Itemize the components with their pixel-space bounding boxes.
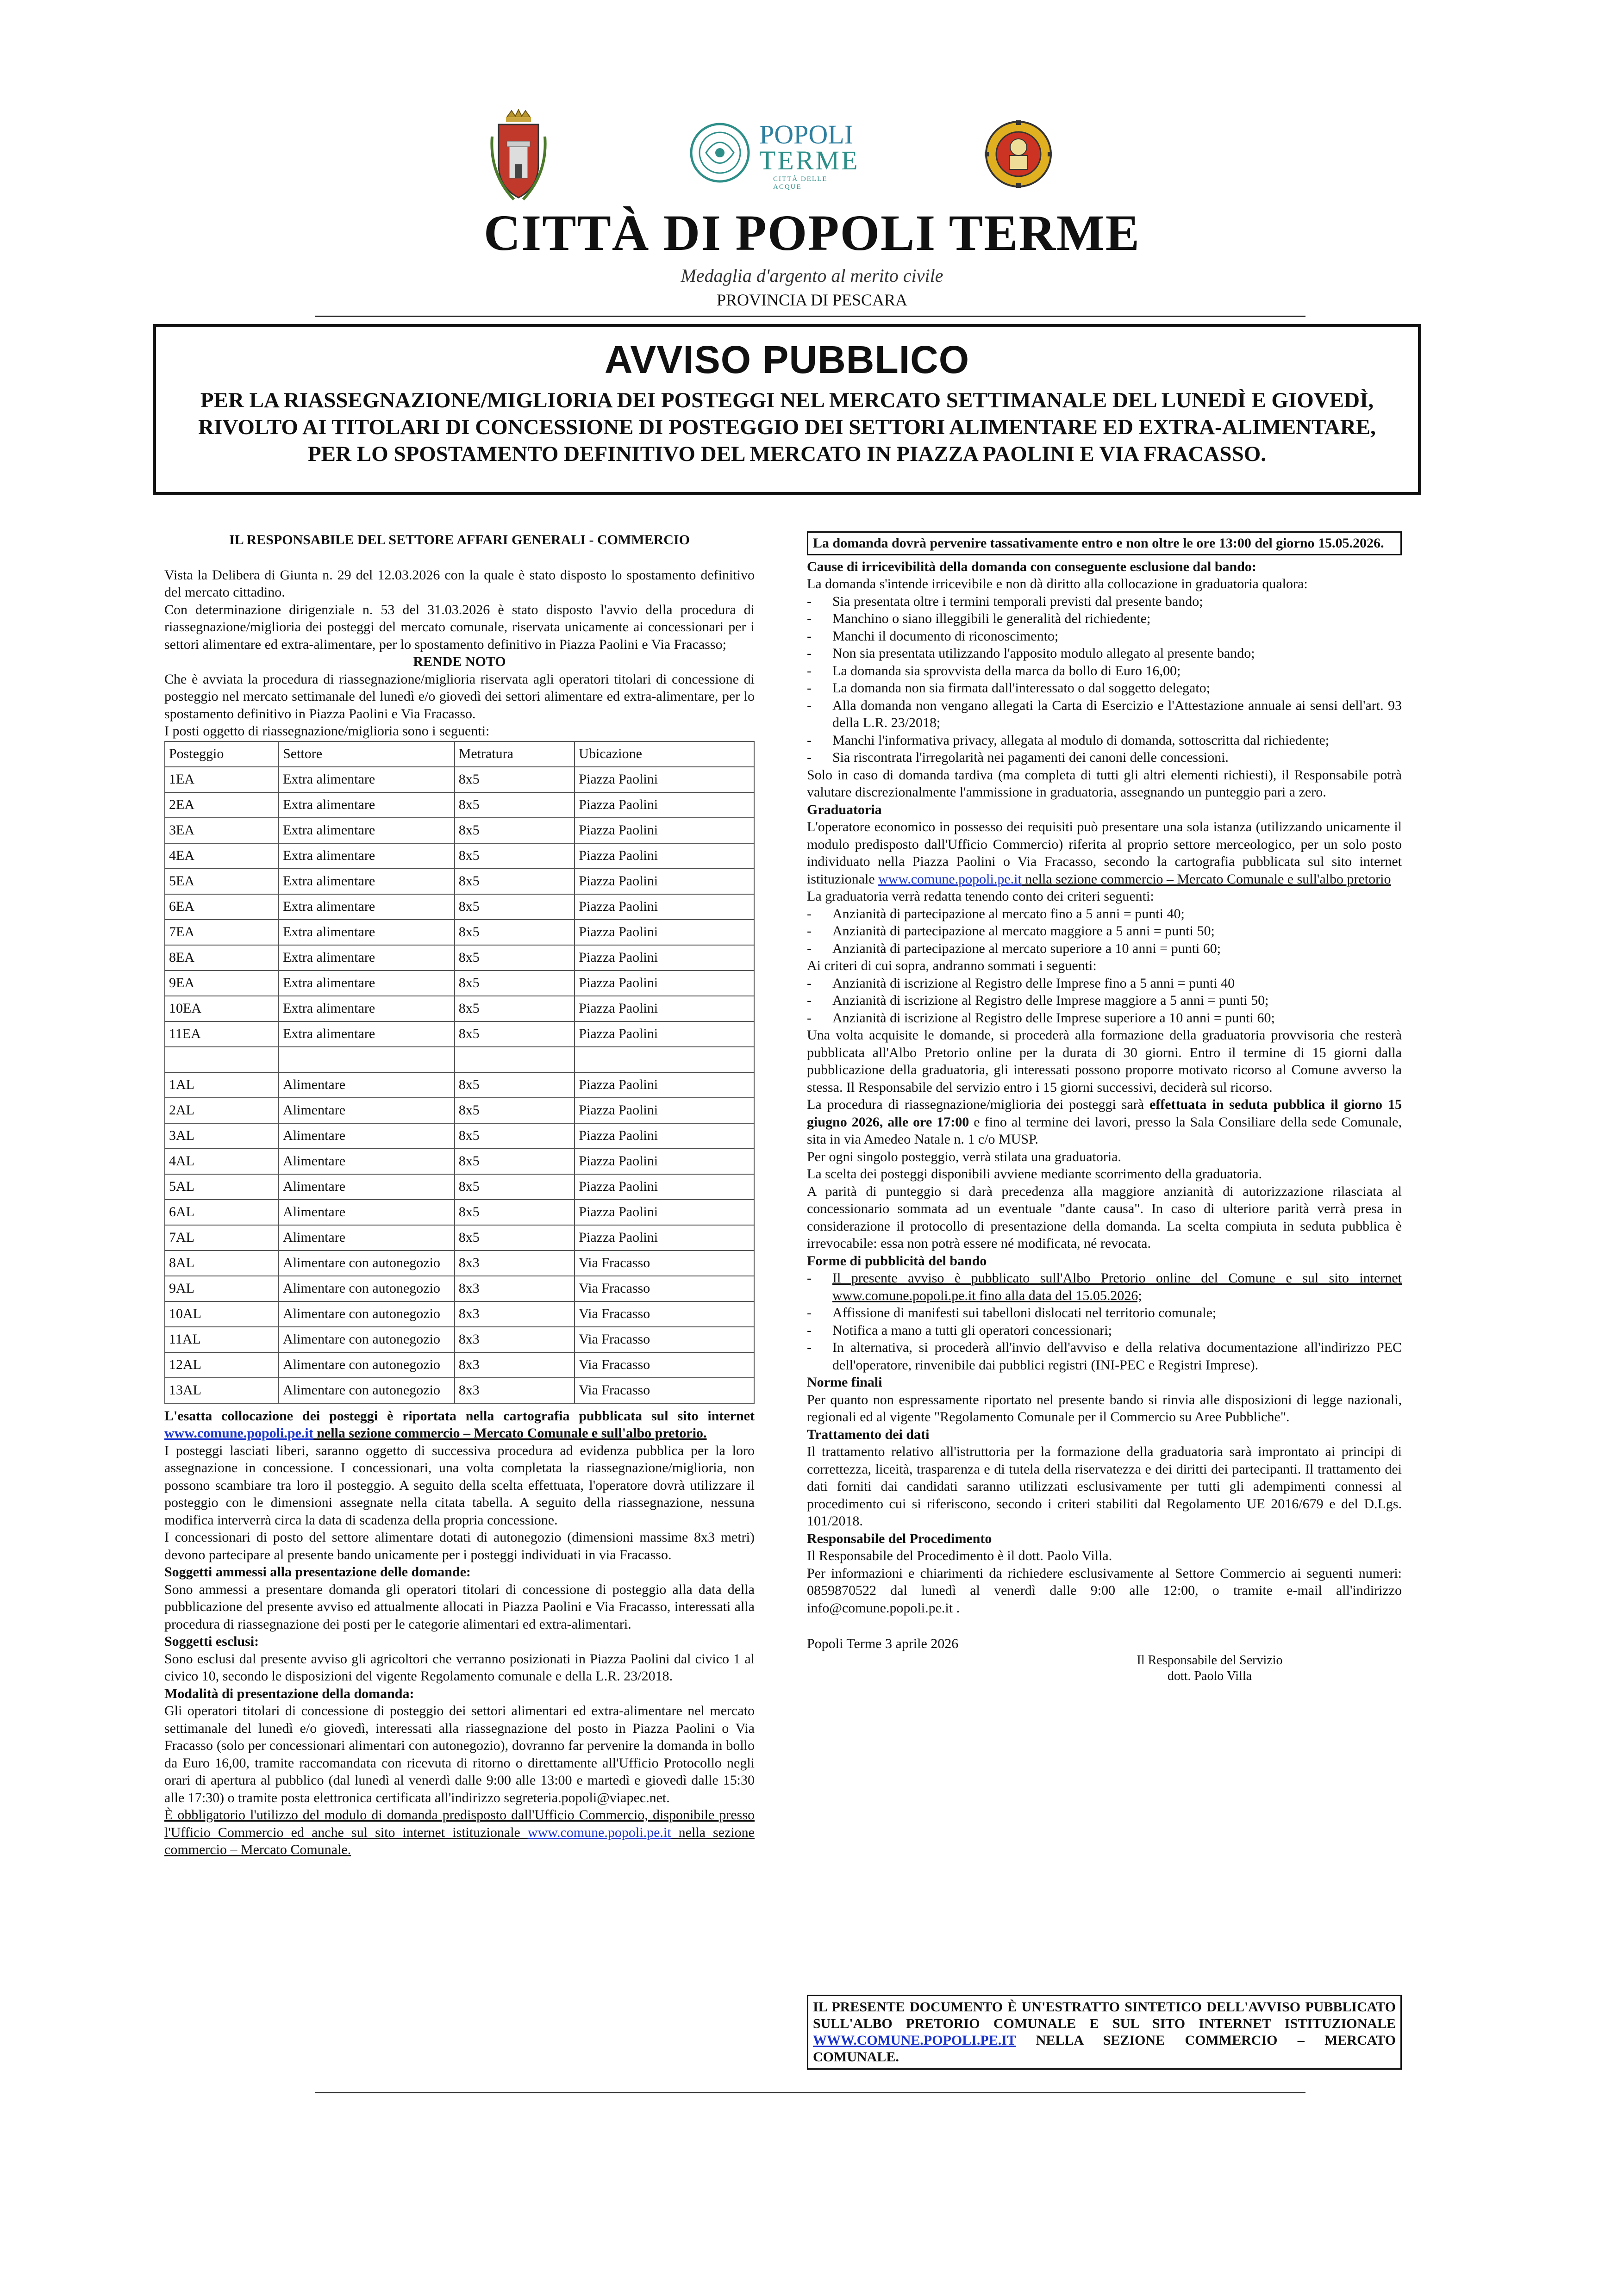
table-cell: Piazza Paolini	[575, 1149, 754, 1174]
table-cell: 3AL	[165, 1123, 279, 1149]
heading-ammessi: Soggetti ammessi alla presentazione delle domande:	[164, 1564, 471, 1580]
table-cell: 6EA	[165, 894, 279, 920]
table-cell: 8x3	[455, 1276, 575, 1301]
table-cell: Piazza Paolini	[575, 1072, 754, 1098]
table-cell: Via Fracasso	[575, 1352, 754, 1378]
table-row	[165, 1276, 754, 1301]
notice-title: AVVISO PUBBLICO	[604, 338, 970, 381]
table-cell: Extra alimentare	[279, 818, 455, 843]
table-cell: Piazza Paolini	[575, 1098, 754, 1123]
table-row	[165, 1225, 754, 1251]
sommati-list	[807, 975, 1402, 1027]
table-cell: 8x5	[455, 1021, 575, 1047]
table-cell: 8x3	[455, 1301, 575, 1327]
table-row	[165, 818, 754, 843]
table-row	[165, 1098, 754, 1123]
column-header: Settore	[279, 741, 455, 767]
list-item: - Manchino o siano illeggibili le generalità del richiedente;	[807, 611, 1151, 626]
table-cell: Alimentare con autonegozio	[279, 1251, 455, 1276]
table-cell: Piazza Paolini	[575, 1200, 754, 1225]
column-header: Metratura	[455, 741, 575, 767]
table-row	[165, 767, 754, 792]
table-row	[165, 1352, 754, 1378]
table-cell: 7AL	[165, 1225, 279, 1251]
paragraph-singolo: Per ogni singolo posteggio, verrà stilata una graduatoria.	[807, 1149, 1121, 1164]
table-cell: 8x5	[455, 767, 575, 792]
popoli-terme-emblem-icon	[685, 118, 755, 187]
city-title: CITTÀ DI POPOLI TERME	[483, 205, 1141, 261]
table-row	[165, 1200, 754, 1225]
signature-role: Il Responsabile del Servizio	[1137, 1653, 1283, 1668]
list-item: - Manchi il documento di riconoscimento;	[807, 628, 1059, 644]
paragraph-graduatoria: L'operatore economico in possesso dei requisiti può presentare una sola istanza (utilizzando unicamente il modulo predisposto dall'Ufficio Commercio) riferita al proprio settore merceologico, per un solo posto individuato nella Piazza Paolini o Via Fracasso, secondo la cartografia pubblicata sul sito internet istituzionale www.comune.popoli.pe.it nella sezione commercio – Mercato Comunale e sull'albo pretorio	[807, 819, 1402, 887]
section-heading: IL RESPONSABILE DEL SETTORE AFFARI GENERALI - COMMERCIO	[229, 532, 690, 548]
list-item: - Anzianità di iscrizione al Registro delle Imprese fino a 5 anni = punti 40	[807, 975, 1235, 991]
table-row	[165, 843, 754, 869]
heading-modalita: Modalità di presentazione della domanda:	[164, 1686, 414, 1701]
table-row	[165, 1149, 754, 1174]
list-item: - La domanda sia sprovvista della marca da bollo di Euro 16,00;	[807, 663, 1181, 678]
table-cell: Extra alimentare	[279, 971, 455, 996]
table-row	[165, 920, 754, 945]
table-spacer-row	[165, 1047, 754, 1072]
paragraph-delibera: Vista la Delibera di Giunta n. 29 del 12.03.2026 con la quale è stato disposto lo spostamento definitivo del mercato cittadino.	[164, 567, 755, 600]
table-cell: 1EA	[165, 767, 279, 792]
website-link[interactable]: www.comune.popoli.pe.it	[164, 1425, 313, 1441]
table-row	[165, 1327, 754, 1352]
table-cell: 2AL	[165, 1098, 279, 1123]
table-cell: 10AL	[165, 1301, 279, 1327]
table-cell: 1AL	[165, 1072, 279, 1098]
final-note-box: IL PRESENTE DOCUMENTO È UN'ESTRATTO SINTETICO DELL'AVVISO PUBBLICATO SULL'ALBO PRETORIO COMUNALE E SUL SITO INTERNET ISTITUZIONALE WWW.COMUNE.POPOLI.PE.IT NELLA SEZIONE COMMERCIO – MERCATO COMUNALE.	[807, 1995, 1402, 2070]
table-cell: Extra alimentare	[279, 894, 455, 920]
list-item: - La domanda non sia firmata dall'interessato o dal soggetto delegato;	[807, 680, 1210, 696]
table-body-alimentare	[165, 1072, 754, 1403]
table-body-extra-alimentare	[165, 767, 754, 1047]
table-cell: Piazza Paolini	[575, 1225, 754, 1251]
table-cell: Via Fracasso	[575, 1327, 754, 1352]
table-cell: Piazza Paolini	[575, 996, 754, 1021]
notice-box	[153, 324, 1421, 495]
table-cell: Via Fracasso	[575, 1251, 754, 1276]
table-cell: 8x3	[455, 1352, 575, 1378]
table-cell: 11AL	[165, 1327, 279, 1352]
paragraph-autonegozio: I concessionari di posto del settore alimentare dotati di autonegozio (dimensioni massime 8x3 metri) devono partecipare al presente bando unicamente per i posteggi individuati in via Fracasso.	[164, 1530, 755, 1562]
table-cell: 8x3	[455, 1251, 575, 1276]
paragraph-norme: Per quanto non espressamente riportato nel presente bando si rinvia alle disposizioni di legge nazionali, regionali ed al vigente "Regolamento Comunale per il Commercio su Aree Pubbliche".	[807, 1392, 1402, 1425]
table-cell: Alimentare	[279, 1149, 455, 1174]
table-cell: 3EA	[165, 818, 279, 843]
table-row	[165, 1251, 754, 1276]
paragraph-provvisoria: Una volta acquisite le domande, si procederà alla formazione della graduatoria provvisoria che resterà pubblicata all'Albo Pretorio online per la durata di 30 giorni. Entro il termine di 15 giorni dalla pubblicazione della graduatoria, gli interessati possono proporre motivato ricorso al Comune avverso la stessa. Il Responsabile del servizio entro i 15 giorni successivi, deciderà sul ricorso.	[807, 1027, 1402, 1095]
table-cell: Via Fracasso	[575, 1276, 754, 1301]
table-row	[165, 945, 754, 971]
table-cell: 8x5	[455, 1123, 575, 1149]
paragraph-cause-intro: La domanda s'intende irricevibile e non dà diritto alla collocazione in graduatoria qualora:	[807, 576, 1308, 591]
list-item: - Anzianità di iscrizione al Registro delle Imprese maggiore a 5 anni = punti 50;	[807, 993, 1269, 1008]
logo-tagline-text: CITTÀ DELLE ACQUE	[773, 175, 828, 191]
table-cell: Alimentare con autonegozio	[279, 1352, 455, 1378]
popoli-terme-logo	[685, 118, 860, 192]
table-cell: 6AL	[165, 1200, 279, 1225]
paragraph-modalita: Gli operatori titolari di concessione di posteggio dei settori alimentari ed extra-alimentare nel mercato settimanale del lunedì e/o giovedì, interessati alla riassegnazione del posto in Piazza Paolini o Via Fracasso (solo per concessionari alimentari con autonegozio), dovranno far pervenire la domanda in bollo da Euro 16,00, tramite raccomandata con ricevuta di ritorno o direttamente all'Ufficio Protocollo negli orari di apertura al pubblico (dal lunedì al venerdì dalle 9:00 alle 13:00 e martedì e giovedì dalle 15:30 alle 17:30) o tramite posta elettronica certificata all'indirizzo segreteria.popoli@viapec.net.	[164, 1703, 755, 1805]
paragraph-posti-intro: I posti oggetto di riassegnazione/miglioria sono i seguenti:	[164, 723, 490, 739]
paragraph-procedura: Che è avviata la procedura di riassegnazione/miglioria riservata agli operatori titolari di concessione di posteggio nel mercato settimanale del lunedì e/o giovedì dei settori alimentare ed extra-alimentare, per lo spostamento definitivo in Piazza Paolini e Via Fracasso.	[164, 671, 755, 722]
footer-divider	[315, 2092, 1305, 2093]
table-cell: Extra alimentare	[279, 996, 455, 1021]
logo-terme-text: TERME	[759, 145, 860, 175]
heading-forme: Forme di pubblicità del bando	[807, 1253, 987, 1269]
table-cell: Extra alimentare	[279, 869, 455, 894]
rende-noto-heading: RENDE NOTO	[413, 654, 506, 669]
table-cell: Alimentare con autonegozio	[279, 1327, 455, 1352]
table-row	[165, 1123, 754, 1149]
table-cell: 8EA	[165, 945, 279, 971]
paragraph-parita: A parità di punteggio si darà precedenza alla maggiore anzianità di autorizzazione rilasciata al concessionario sommata ad un eventuale "dante causa". In caso di ulteriore parità verrà presa in considerazione il protocollo di presentazione della domanda. La scelta compiuta in seduta pubblica è irrevocabile: essa non potrà essere né modificata, né revocata.	[807, 1183, 1402, 1251]
table-cell: 8x5	[455, 1098, 575, 1123]
table-row	[165, 1174, 754, 1200]
heading-graduatoria: Graduatoria	[807, 802, 882, 817]
table-cell: Piazza Paolini	[575, 792, 754, 818]
left-column	[164, 531, 755, 1859]
table-cell: 8x5	[455, 920, 575, 945]
table-cell: Piazza Paolini	[575, 1123, 754, 1149]
table-cell: 10EA	[165, 996, 279, 1021]
paragraph-posteggi-liberi: I posteggi lasciati liberi, saranno oggetto di successiva procedura ad evidenza pubblica per la loro assegnazione in concessione. I concessionari, una volta completata la riassegnazione/miglioria, non possono scambiare tra loro il posteggio. A seguito della scelta effettuata, l'operatore dovrà utilizzare il posteggio con le dimensioni assegnate nella citata tabella. A seguito della riassegnazione, nessuna modifica interverrà circa la data di scadenza della propria concessione.	[164, 1443, 755, 1528]
table-cell: 7EA	[165, 920, 279, 945]
list-item: - Sia presentata oltre i termini temporali previsti dal presente bando;	[807, 593, 1203, 609]
medal-emblem-icon	[984, 119, 1053, 189]
table-cell: 4AL	[165, 1149, 279, 1174]
table-cell: 8x3	[455, 1378, 575, 1403]
forme-list	[807, 1269, 1402, 1304]
table-cell: 8x5	[455, 1149, 575, 1174]
table-cell: Via Fracasso	[575, 1378, 754, 1403]
province-label: PROVINCIA DI PESCARA	[716, 291, 908, 309]
forme-list-rest	[807, 1304, 1402, 1374]
paragraph-sommati-intro: Ai criteri di cui sopra, andranno sommati i seguenti:	[807, 958, 1097, 973]
table-header-row	[165, 741, 754, 767]
table-cell: Piazza Paolini	[575, 767, 754, 792]
table-cell: Extra alimentare	[279, 767, 455, 792]
table-cell: Piazza Paolini	[575, 818, 754, 843]
list-item: - Anzianità di iscrizione al Registro delle Imprese superiore a 10 anni = punti 60;	[807, 1010, 1275, 1026]
table-cell: 8x5	[455, 818, 575, 843]
table-cell: 8x5	[455, 971, 575, 996]
paragraph-seduta: La procedura di riassegnazione/miglioria dei posteggi sarà effettuata in seduta pubblica il giorno 15 giugno 2026, alle ore 17:00 e fino al termine dei lavori, presso la Sala Consiliare della sede Comunale, sita in via Amedeo Natale n. 1 c/o MUSP.	[807, 1097, 1402, 1147]
paragraph-ammessi: Sono ammessi a presentare domanda gli operatori titolari di concessione di posteggio alla data della pubblicazione del presente avviso ed attualmente allocati in Piazza Paolini e Via Fracasso, interessati alla procedura di riassegnazione dei posti per le categorie alimentari ed extra-alimentari.	[164, 1581, 755, 1632]
table-spacer	[165, 1047, 754, 1072]
map-note: L'esatta collocazione dei posteggi è riportata nella cartografia pubblicata sul sito internet www.comune.popoli.pe.it nella sezione commercio – Mercato Comunale e sull'albo pretorio.	[164, 1408, 755, 1441]
table-cell: Alimentare	[279, 1123, 455, 1149]
list-item: - Anzianità di partecipazione al mercato maggiore a 5 anni = punti 50;	[807, 923, 1215, 939]
table-row	[165, 792, 754, 818]
table-cell: 8x5	[455, 1225, 575, 1251]
list-item: - Notifica a mano a tutti gli operatori concessionari;	[807, 1322, 1112, 1338]
table-cell: Alimentare	[279, 1098, 455, 1123]
city-motto: Medaglia d'argento al merito civile	[681, 265, 943, 286]
paragraph-trattamento: Il trattamento relativo all'istruttoria per la formazione della graduatoria sarà improntato ai principi di correttezza, liceità, trasparenza e di tutela della riservatezza e dei diritti dei partecipanti. Il trattamento dei dati forniti dai candidati saranno utilizzati esclusivamente per tutti gli adempimenti connessi al procedimento cui si riferiscono, secondo i criteri stabiliti dal Regolamento UE 2016/679 e del D.Lgs. 101/2018.	[807, 1444, 1402, 1529]
list-item: - Anzianità di partecipazione al mercato fino a 5 anni = punti 40;	[807, 906, 1185, 921]
city-coat-of-arms-icon	[488, 109, 549, 201]
table-cell: 8x5	[455, 945, 575, 971]
table-row	[165, 1072, 754, 1098]
list-item: - Alla domanda non vengano allegati la Carta di Esercizio e l'Attestazione annuale ai sensi dell'art. 93 della L.R. 23/2018;	[807, 697, 1402, 730]
column-header: Posteggio	[165, 741, 279, 767]
table-cell: 8x5	[455, 1174, 575, 1200]
paragraph-tardiva: Solo in caso di domanda tardiva (ma completa di tutti gli altri elementi richiesti), il Responsabile potrà valutare discrezionalmente l'ammissione in graduatoria, assegnando un punteggio pari a zero.	[807, 767, 1402, 800]
table-cell: Piazza Paolini	[575, 894, 754, 920]
table-cell: 12AL	[165, 1352, 279, 1378]
list-item: - Non sia presentata utilizzando l'apposito modulo allegato al presente bando;	[807, 646, 1255, 661]
website-link[interactable]: www.comune.popoli.pe.it	[878, 871, 1022, 887]
table-cell: 8x5	[455, 1200, 575, 1225]
table-row	[165, 1021, 754, 1047]
table-row	[165, 869, 754, 894]
website-link[interactable]: www.comune.popoli.pe.it	[527, 1824, 671, 1840]
table-row	[165, 996, 754, 1021]
table-cell: 8x5	[455, 869, 575, 894]
paragraph-criteri-intro: La graduatoria verrà redatta tenendo conto dei criteri seguenti:	[807, 889, 1154, 904]
table-cell: 8x3	[455, 1327, 575, 1352]
table-cell: Via Fracasso	[575, 1301, 754, 1327]
table-cell: 8x5	[455, 996, 575, 1021]
table-cell: Piazza Paolini	[575, 869, 754, 894]
table-cell: Extra alimentare	[279, 945, 455, 971]
deadline-box: La domanda dovrà pervenire tassativamente entro e non oltre le ore 13:00 del giorno 15.05.2026.	[807, 531, 1402, 555]
column-header: Ubicazione	[575, 741, 754, 767]
logo-popoli-text: POPOLI	[759, 119, 854, 149]
heading-norme: Norme finali	[807, 1375, 882, 1390]
paragraph-modulo: È obbligatorio l'utilizzo del modulo di domanda predisposto dall'Ufficio Commercio, disponibile presso l'Ufficio Commercio ed anche sul sito internet istituzionale www.comune.popoli.pe.it nella sezione commercio – Mercato Comunale.	[164, 1807, 755, 1857]
table-cell: 11EA	[165, 1021, 279, 1047]
notice-subtitle: PER LA RIASSEGNAZIONE/MIGLIORIA DEI POSTEGGI NEL MERCATO SETTIMANALE DEL LUNEDÌ E GIOVEDÌ, RIVOLTO AI TITOLARI DI CONCESSIONE DI POSTEGGIO DEI SETTORI ALIMENTARE ED EXTRA-ALIMENTARE, PER LO SPOSTAMENTO DEFINITIVO DEL MERCATO IN PIAZZA PAOLINI E VIA FRACASSO.	[198, 388, 1376, 466]
table-cell: 5AL	[165, 1174, 279, 1200]
paragraph-info: Per informazioni e chiarimenti da richiedere esclusivamente al Settore Commercio ai seguenti numeri: 0859870522 dal lunedì al venerdì dalle 9:00 alle 12:00, o tramite e-mail all'indirizzo info@comune.popoli.pe.it .	[807, 1565, 1402, 1616]
table-row	[165, 1378, 754, 1403]
table-cell: 9EA	[165, 971, 279, 996]
table-cell: Alimentare	[279, 1200, 455, 1225]
heading-responsabile: Responsabile del Procedimento	[807, 1531, 992, 1546]
table-cell: 8x5	[455, 894, 575, 920]
table-cell: Piazza Paolini	[575, 1021, 754, 1047]
paragraph-responsabile: Il Responsabile del Procedimento è il dott. Paolo Villa.	[807, 1548, 1112, 1563]
signature-name: dott. Paolo Villa	[1167, 1668, 1252, 1683]
list-item: - Anzianità di partecipazione al mercato superiore a 10 anni = punti 60;	[807, 940, 1221, 956]
list-item: - In alternativa, si procederà all'invio dell'avviso e della relativa documentazione all'indirizzo PEC dell'operatore, rinvenibile dai pubblici registri (INI-PEC e Registri Imprese).	[807, 1340, 1402, 1373]
table-cell: Piazza Paolini	[575, 971, 754, 996]
header-divider	[315, 316, 1305, 317]
website-link[interactable]: WWW.COMUNE.POPOLI.PE.IT	[813, 2033, 1016, 2048]
table-cell: 4EA	[165, 843, 279, 869]
table-cell: 13AL	[165, 1378, 279, 1403]
table-cell: 9AL	[165, 1276, 279, 1301]
table-row	[165, 971, 754, 996]
stalls-table	[164, 741, 755, 1404]
table-row	[165, 894, 754, 920]
paragraph-determinazione: Con determinazione dirigenziale n. 53 del 31.03.2026 è stato disposto l'avvio della procedura di riassegnazione/miglioria dei posteggi del mercato comunale, riservata unicamente ai concessionari per i settori alimentare ed extra-alimentare, per lo spostamento definitivo in Piazza Paolini e Via Fracasso;	[164, 602, 755, 652]
table-cell: Piazza Paolini	[575, 1174, 754, 1200]
table-cell: 8x5	[455, 1072, 575, 1098]
list-item: - Il presente avviso è pubblicato sull'Albo Pretorio online del Comune e sul sito internet www.comune.popoli.pe.it fino alla data del 15.05.2026;	[807, 1270, 1402, 1303]
heading-trattamento: Trattamento dei dati	[807, 1426, 930, 1442]
table-cell: 5EA	[165, 869, 279, 894]
heading-cause: Cause di irricevibilità della domanda con conseguente esclusione dal bando:	[807, 559, 1256, 574]
table-cell: Alimentare con autonegozio	[279, 1301, 455, 1327]
table-cell: Extra alimentare	[279, 843, 455, 869]
table-cell: Alimentare	[279, 1174, 455, 1200]
table-cell: Extra alimentare	[279, 792, 455, 818]
list-item: - Sia riscontrata l'irregolarità nei pagamenti dei canoni delle concessioni.	[807, 750, 1229, 765]
list-item: - Affissione di manifesti sui tabelloni dislocati nel territorio comunale;	[807, 1305, 1217, 1320]
criteri-list	[807, 905, 1402, 958]
table-row	[165, 1301, 754, 1327]
table-cell: Alimentare con autonegozio	[279, 1276, 455, 1301]
table-cell: Piazza Paolini	[575, 843, 754, 869]
table-cell: Alimentare	[279, 1072, 455, 1098]
right-column	[807, 531, 1402, 1684]
place-date: Popoli Terme 3 aprile 2026	[807, 1636, 959, 1651]
table-cell: 8x5	[455, 792, 575, 818]
list-item: - Manchi l'informativa privacy, allegata al modulo di domanda, sottoscritta dal richiedente;	[807, 732, 1330, 748]
paragraph-scelta: La scelta dei posteggi disponibili avviene mediante scorrimento della graduatoria.	[807, 1166, 1262, 1182]
table-cell: 8AL	[165, 1251, 279, 1276]
table-cell: Alimentare con autonegozio	[279, 1378, 455, 1403]
table-cell: Alimentare	[279, 1225, 455, 1251]
table-cell: Piazza Paolini	[575, 945, 754, 971]
table-cell: Piazza Paolini	[575, 920, 754, 945]
heading-esclusi: Soggetti esclusi:	[164, 1634, 259, 1649]
cause-list	[807, 593, 1402, 766]
table-cell: 8x5	[455, 843, 575, 869]
paragraph-esclusi: Sono esclusi dal presente avviso gli agricoltori che verranno posizionati in Piazza Paolini dal civico 1 al civico 10, secondo le disposizioni del vigente Regolamento comunale e della L.R. 23/2018.	[164, 1651, 755, 1684]
table-cell: 2EA	[165, 792, 279, 818]
table-cell: Extra alimentare	[279, 920, 455, 945]
table-cell: Extra alimentare	[279, 1021, 455, 1047]
